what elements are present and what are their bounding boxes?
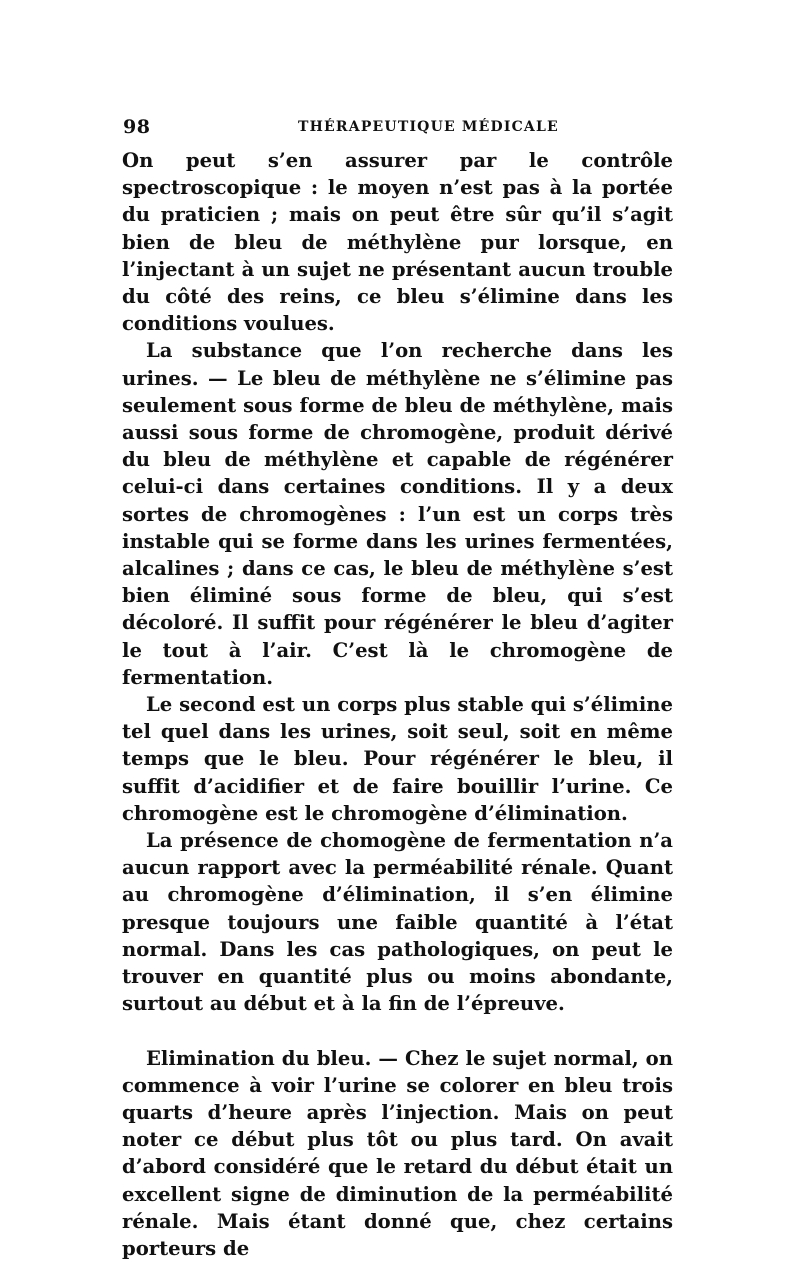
body-text xyxy=(122,147,673,1262)
paragraph-substance-searched: La substance que l’on recherche dans les urines. — Le bleu de méthylène ne s’élimine pas seulement sous forme de bleu de méthylène, mais aussi sous forme de chromogène, produit dérivé du bleu de méthylène et capable de régénérer celui-ci dans certaines conditions. Il y a deux sortes de chromogènes : l’un est un corps très instable qui se forme dans les urines fermentées, alcalines ; dans ce cas, le bleu de méthylène s’est bien éliminé sous forme de bleu, qui s’est décoloré. Il suffit pour régénérer le bleu d’agiter le tout à l’air. C’est là le chromogène de fermentation. xyxy=(122,339,673,689)
paragraph-spectroscopic-control: On peut s’en assurer par le contrôle spectroscopique : le moyen n’est pas à la portée du praticien ; mais on peut être sûr qu’il s’agit bien de bleu de méthylène pur lorsque, en l’injectant à un sujet ne présentant aucun trouble du côté des reins, ce bleu s’élimine dans les conditions voulues. xyxy=(122,149,673,336)
paragraph-second-chromogen: Le second est un corps plus stable qui s’élimine tel quel dans les urines, soit seul, soit en même temps que le bleu. Pour régénérer le bleu, il suffit d’acidifier et de faire bouillir l’urine. Ce chromogène est le chromogène d’élimination. xyxy=(122,693,673,825)
page-header xyxy=(123,116,673,140)
page-number: 98 xyxy=(123,116,151,138)
paragraph-fermentation-chromogen: La présence de chomogène de fermentation n’a aucun rapport avec la perméabilité rénale. Quant au chromogène d’élimination, il s’en élimine presque toujours une faible quantité à l’état normal. Dans les cas pathologiques, on peut le trouver en quantité plus ou moins abondante, surtout au début et à la fin de l’épreuve. xyxy=(122,829,673,1016)
paragraph-elimination-du-bleu: Elimination du bleu. — Chez le sujet normal, on commence à voir l’urine se colorer en bleu trois quarts d’heure après l’injection. Mais on peut noter ce début plus tôt ou plus tard. On avait d’abord considéré que le retard du début était un excellent signe de diminution de la perméabilité rénale. Mais étant donné que, chez certains porteurs de xyxy=(122,1046,673,1260)
running-title: THÉRAPEUTIQUE MÉDICALE xyxy=(298,119,559,135)
